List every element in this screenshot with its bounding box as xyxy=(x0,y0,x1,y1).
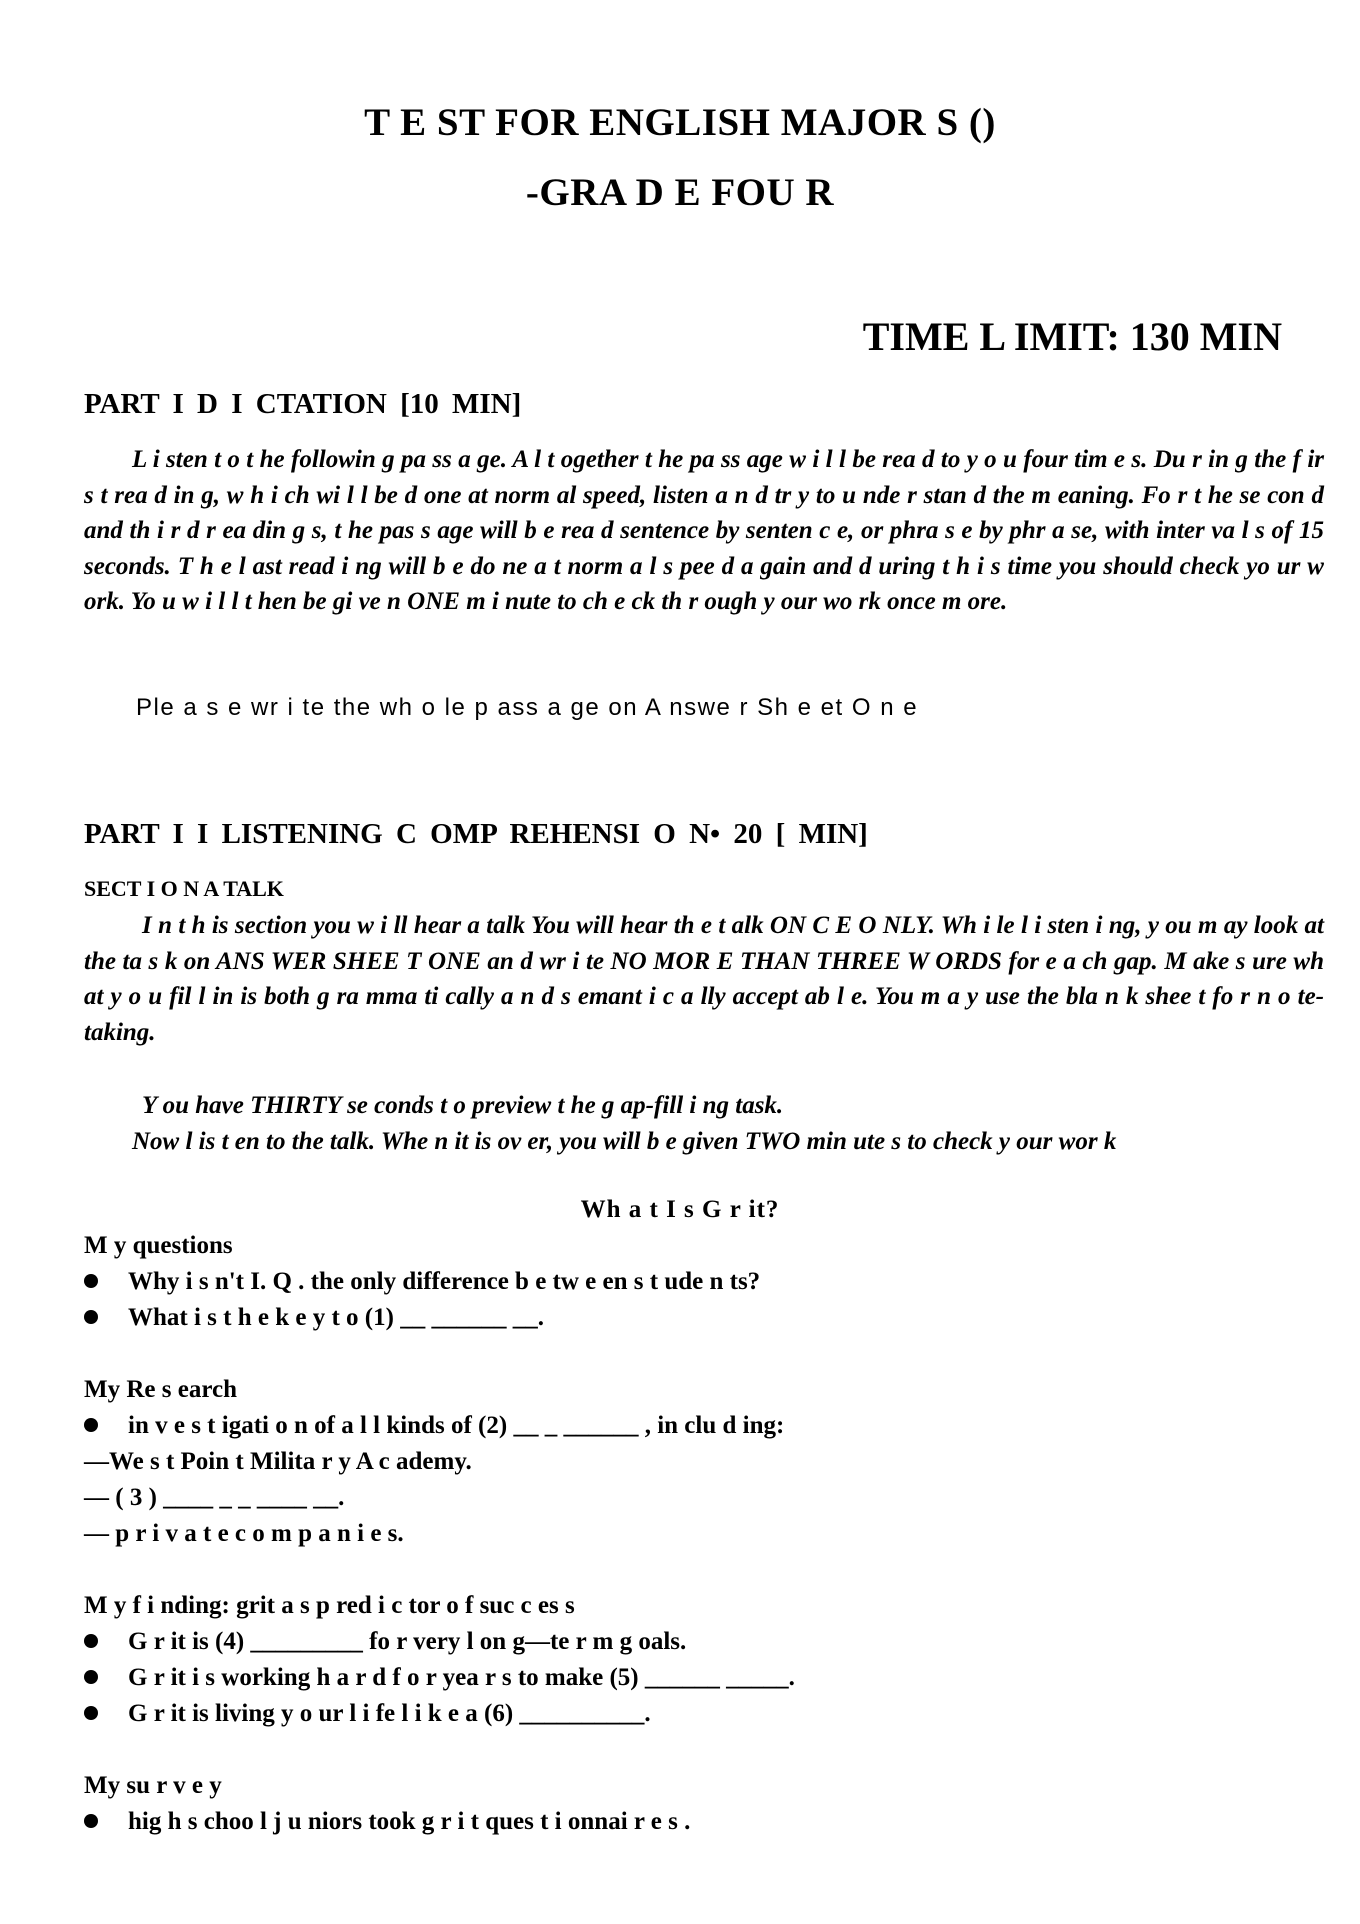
list-item xyxy=(84,1412,784,1440)
finding-label: M y f i nding: grit a s p red i c tor o f suc c es s xyxy=(84,1592,575,1619)
questions-label: M y questions xyxy=(84,1232,233,1259)
research-line: — ( 3 ) ____ _ _ ____ __. xyxy=(84,1484,345,1511)
exam-subtitle: -GRA D E FOU R xyxy=(525,171,835,214)
part2-instructions: I n t h is section you w i ll hear a talk You will hear th e t alk ON C E O NLY. Wh i le l i sten i ng, y ou m ay look at the ta s k on ANS WER SHEE T ONE an d wr i te NO MOR E THAN THREE W ORDS for e a ch gap. M ake s ure wh at y o u fil l in is both g ra mma ti cally a n d s emant i c a lly accept ab l e. You m a y use the bla n k shee t fo r n o te-taking. xyxy=(84,912,1324,1046)
research-label: My Re s earch xyxy=(84,1376,237,1403)
list-item xyxy=(84,1700,651,1728)
bullet-icon xyxy=(84,1670,98,1684)
research-line: — p r i v a t e c o m p a n i e s. xyxy=(84,1520,404,1547)
finding-text: G r it i s working h a r d f o r yea r s to make (5) ______ _____. xyxy=(128,1664,795,1691)
bullet-icon xyxy=(84,1706,98,1720)
list-item xyxy=(84,1808,690,1836)
part1-please-note: Ple a s e wr i te the wh o le p ass a ge on A nswe r Sh e et O n e xyxy=(136,694,919,721)
bullet-icon xyxy=(84,1274,98,1288)
part2-preview-note: Y ou have THIRTY se conds t o preview t he g ap-fill i ng task. xyxy=(142,1092,784,1119)
part2-check-note: Now l is t en to the talk. Whe n it is ov er, you will b e given TWO min ute s to check y our wor k xyxy=(132,1128,1117,1155)
research-line: —We s t Poin t Milita r y A c ademy. xyxy=(84,1448,472,1475)
list-item xyxy=(84,1628,686,1656)
list-item xyxy=(84,1664,795,1692)
time-limit: TIME L IMIT: 130 MIN xyxy=(862,314,1282,359)
part1-instructions: L i sten t o t he followin g pa ss a ge. A l t ogether t he pa ss age w i l l be rea d to y o u four tim e s. Du r in g the f ir s t rea d in g, w h i ch wi l l be d one at norm al speed, listen a n d tr y to u nde r stan d the m eaning. Fo r t he se con d and th i r d r ea din g s, t he pas s age will b e rea d sentence by senten c e, or phra s e by phr a se, with inter va l s of 15 seconds. T h e l ast read i ng will b e do ne a t norm a l s pee d a gain and d uring t h i s time you should check yo ur w ork. Yo u w i l l t hen be gi ve n ONE m i nute to ch e ck th r ough y our wo rk once m ore. xyxy=(84,446,1324,615)
bullet-icon xyxy=(84,1814,98,1828)
bullet-icon xyxy=(84,1418,98,1432)
bullet-icon xyxy=(84,1310,98,1324)
talk-title: Wh a t I s G r it? xyxy=(580,1196,780,1223)
question-text: Why i s n't I. Q . the only difference b e tw e en s t ude n ts? xyxy=(128,1268,761,1295)
list-item xyxy=(84,1304,544,1332)
question-text: What i s t h e k e y t o (1) __ ______ __. xyxy=(128,1304,544,1331)
finding-text: G r it is (4) _________ fo r very l on g—te r m g oals. xyxy=(128,1628,687,1655)
bullet-icon xyxy=(84,1634,98,1648)
finding-text: G r it is living y o ur l i fe l i k e a (6) __________. xyxy=(128,1700,651,1727)
part2-heading: PART I I LISTENING C OMP REHENSI O N• 20 [ MIN] xyxy=(84,818,868,850)
exam-title: T E ST FOR ENGLISH MAJOR S () xyxy=(364,101,996,144)
research-text: in v e s t igati o n of a l l kinds of (2) __ _ ______ , in clu d ing: xyxy=(128,1412,785,1439)
survey-text: hig h s choo l j u niors took g r i t ques t i onnai r e s . xyxy=(128,1808,691,1835)
list-item xyxy=(84,1268,760,1296)
survey-label: My su r v e y xyxy=(84,1772,222,1799)
section-a-label: SECT I O N A TALK xyxy=(84,876,284,901)
part1-heading: PART I D I CTATION [10 MIN] xyxy=(84,388,522,420)
